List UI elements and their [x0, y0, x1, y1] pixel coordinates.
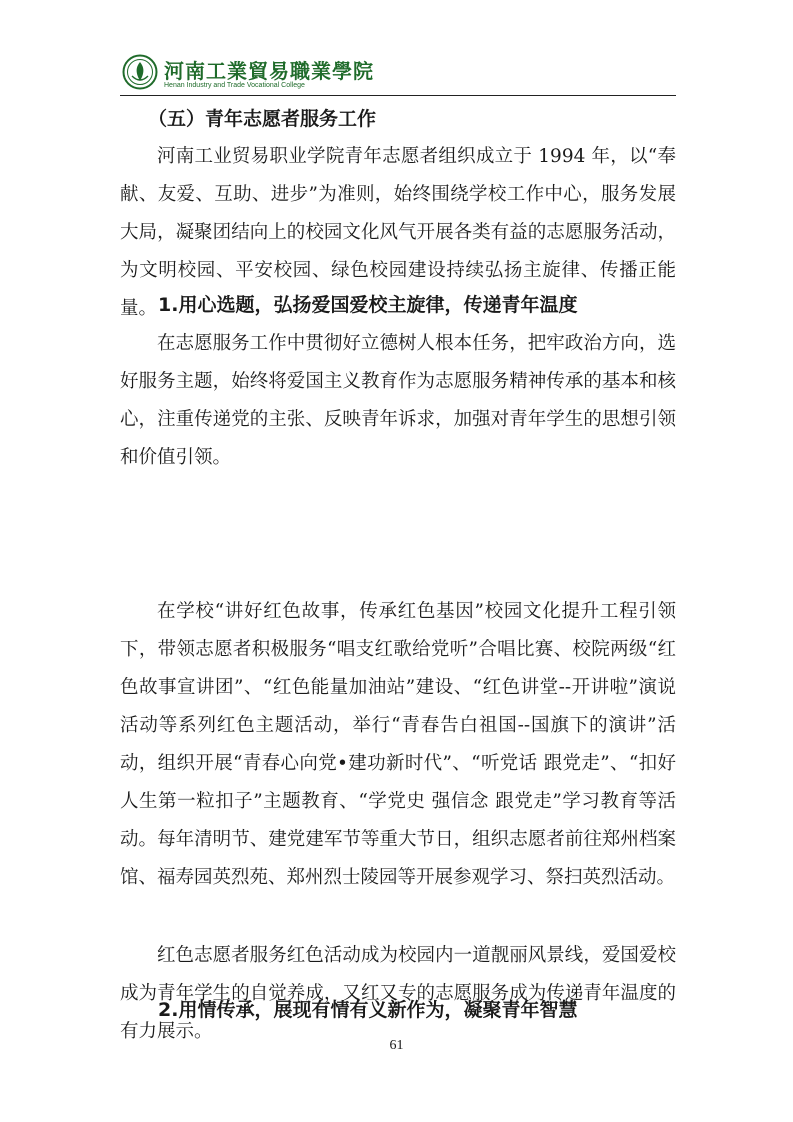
- college-emblem-icon: [122, 54, 158, 90]
- subsection-1-paragraph-2: 在学校“讲好红色故事，传承红色基因”校园文化提升工程引领下，带领志愿者积极服务“唱支红歌给党听”合唱比赛、校院两级“红色故事宣讲团”、“红色能量加油站”建设、“红色讲堂--开讲啦”演说活动等系列红色主题活动，举行“青春告白祖国--国旗下的演讲”活动，组织开展“青春心向党•建功新时代”、“听党话 跟党走”、“扣好人生第一粒扣子”主题教育、“学党史 强信念 跟党走”学习教育等活动。每年清明节、建党建军节等重大节日，组织志愿者前往郑州档案馆、福寿园英烈苑、郑州烈士陵园等开展参观学习、祭扫英烈活动。: [120, 601, 676, 888]
- section-title: （五）青年志愿者服务工作: [148, 108, 377, 130]
- intro-paragraph: 河南工业贸易职业学院青年志愿者组织成立于 1994 年，以“奉献、友爱、互助、进步”为准则，始终围绕学校工作中心，服务发展大局，凝聚团结向上的校园文化风气开展各类有益的志愿服务活动，为文明校园、平安校园、绿色校园建设持续弘扬主旋律、传播正能量。: [120, 146, 676, 319]
- document-header: [120, 50, 676, 96]
- subsection-1-title: 1.用心选题，弘扬爱国爱校主旋律，传递青年温度: [158, 294, 578, 316]
- header-divider: [120, 95, 676, 96]
- subsection-1-paragraph-1: 在志愿服务工作中贯彻好立德树人根本任务，把牢政治方向，选好服务主题，始终将爱国主义教育作为志愿服务精神传承的基本和核心，注重传递党的主张、反映青年诉求，加强对青年学生的思想引领和价值引领。: [120, 333, 676, 468]
- subsection-2-title: 2.用情传承，展现有情有义新作为，凝聚青年智慧: [158, 999, 578, 1021]
- college-name-chinese: 河南工業貿易職業學院: [164, 59, 374, 83]
- subsection-1-paragraph-3: 红色志愿者服务红色活动成为校园内一道靓丽风景线，爱国爱校成为青年学生的自觉养成，又红又专的志愿服务成为传递青年温度的有力展示。: [120, 945, 676, 1042]
- page-number: 61: [389, 1038, 404, 1053]
- college-name-english: Henan Industry and Trade Vocational College: [164, 82, 305, 89]
